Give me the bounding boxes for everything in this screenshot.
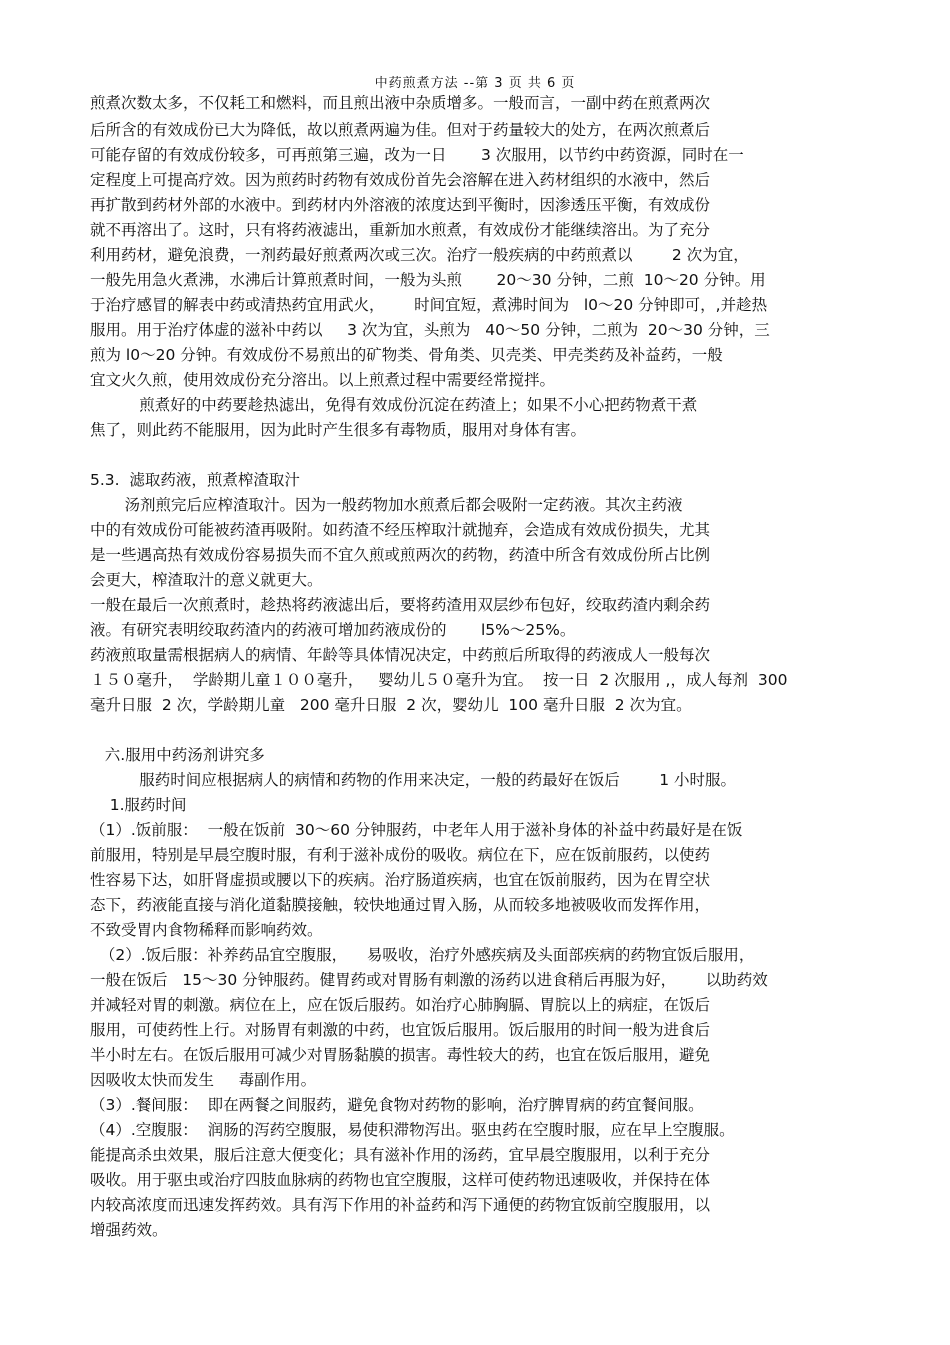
- page-header: 中药煎煮方法 --第 3 页 共 6 页: [374, 76, 576, 91]
- text-line: 不致受胃内食物稀释而影响药效。: [90, 921, 323, 939]
- text-line: 一般先用急火煮沸，水沸后计算煎煮时间，一般为头煎 20～30 分钟，二煎 10～20 分钟。用: [90, 271, 766, 289]
- text-line: 中的有效成份可能被药渣再吸附。如药渣不经压榨取汁就抛弃，会造成有效成份损失，尤其: [90, 521, 711, 539]
- text-line: 能提高杀虫效果，服后注意大便变化；具有滋补作用的汤药，宜早晨空腹服用，以利于充分: [90, 1146, 711, 1164]
- text-line: 一般在最后一次煎煮时，趁热将药液滤出后，要将药渣用双层纱布包好，绞取药渣内剩余药: [90, 596, 711, 614]
- text-line: 就不再溶出了。这时，只有将药液滤出，重新加水煎煮，有效成份才能继续溶出。为了充分: [90, 221, 711, 239]
- text-line: 汤剂煎完后应榨渣取汁。因为一般药物加水煎煮后都会吸附一定药液。其次主药液: [90, 496, 683, 514]
- section-heading: 5.3. 滤取药液，煎煮榨渣取汁: [90, 471, 300, 489]
- text-line: 是一些遇高热有效成份容易损失而不宜久煎或煎两次的药物，药渣中所含有效成份所占比例: [90, 546, 711, 564]
- text-line: 药液煎取量需根据病人的病情、年龄等具体情况决定，中药煎后所取得的药液成人一般每次: [90, 646, 711, 664]
- text-line: 会更大，榨渣取汁的意义就更大。: [90, 571, 323, 589]
- text-line: （4）.空腹服： 润肠的泻药空腹服，易使积滞物泻出。驱虫药在空腹时服，应在早上空腹服。: [90, 1121, 735, 1139]
- text-line: 半小时左右。在饭后服用可减少对胃肠黏膜的损害。毒性较大的药，也宜在饭后服用，避免: [90, 1046, 711, 1064]
- text-line: 可能存留的有效成份较多，可再煎第三遍，改为一日 3 次服用，以节约中药资源，同时在一: [90, 146, 744, 164]
- text-line: （2）.饭后服：补养药品宜空腹服， 易吸收，治疗外感疾病及头面部疾病的药物宜饭后服用，: [90, 946, 755, 964]
- text-line: 再扩散到药材外部的水液中。到药材内外溶液的浓度达到平衡时，因渗透压平衡，有效成份: [90, 196, 711, 214]
- text-line: 内较高浓度而迅速发挥药效。具有泻下作用的补益药和泻下通便的药物宜饭前空腹服用，以: [90, 1196, 711, 1214]
- text-line: 定程度上可提高疗效。因为煎药时药物有效成份首先会溶解在进入药材组织的水液中，然后: [90, 171, 711, 189]
- text-line: 增强药效。: [90, 1221, 168, 1239]
- subheading: 1.服药时间: [90, 796, 187, 814]
- text-line: 吸收。用于驱虫或治疗四肢血脉病的药物也宜空腹服，这样可使药物迅速吸收，并保持在体: [90, 1171, 711, 1189]
- text-line: 毫升日服 2 次，学龄期儿童 200 毫升日服 2 次，婴幼儿 100 毫升日服 2 次为宜。: [90, 696, 692, 714]
- text-line: 煎为 l0～20 分钟。有效成份不易煎出的矿物类、骨角类、贝壳类、甲壳类药及补益药，一般: [90, 346, 723, 364]
- text-line: 因吸收太快而发生 毒副作用。: [90, 1071, 317, 1089]
- section-heading: 六.服用中药汤剂讲究多: [90, 746, 265, 764]
- text-line: 宜文火久煎，使用效成份充分溶出。以上煎煮过程中需要经常搅拌。: [90, 371, 556, 389]
- text-line: 一般在饭后 15～30 分钟服药。健胃药或对胃肠有刺激的汤药以进食稍后再服为好， 以助药效: [90, 971, 768, 989]
- text-line: 煎煮次数太多，不仅耗工和燃料，而且煎出液中杂质增多。一般而言，一副中药在煎煮两次: [90, 94, 711, 112]
- text-line: 前服用，特别是早晨空腹时服，有利于滋补成份的吸收。病位在下，应在饭前服药，以使药: [90, 846, 711, 864]
- text-line: 性容易下达，如肝肾虚损或腰以下的疾病。治疗肠道疾病，也宜在饭前服药，因为在胃空状: [90, 871, 711, 889]
- text-line: 服药时间应根据病人的病情和药物的作用来决定，一般的药最好在饭后 1 小时服。: [90, 771, 736, 789]
- text-line: （3）.餐间服： 即在两餐之间服药，避免食物对药物的影响，治疗脾胃病的药宜餐间服。: [90, 1096, 704, 1114]
- text-line: （1）.饭前服： 一般在饭前 30～60 分钟服药，中老年人用于滋补身体的补益中药最好是在饭: [90, 821, 743, 839]
- text-line: 服用，可使药性上行。对肠胃有刺激的中药，也宜饭后服用。饭后服用的时间一般为进食后: [90, 1021, 711, 1039]
- text-line: 于治疗感冒的解表中药或清热药宜用武火， 时间宜短，煮沸时间为 l0～20 分钟即可，,并趁热: [90, 296, 768, 314]
- text-line: 焦了，则此药不能服用，因为此时产生很多有毒物质，服用对身体有害。: [90, 421, 587, 439]
- text-line: 服用。用于治疗体虚的滋补中药以 3 次为宜，头煎为 40～50 分钟，二煎为 20～30 分钟，三: [90, 321, 770, 339]
- text-line: 利用药材，避免浪费，一剂药最好煎煮两次或三次。治疗一般疾病的中药煎煮以 2 次为宜，: [90, 246, 749, 264]
- text-line: 煎煮好的中药要趁热滤出，免得有效成份沉淀在药渣上；如果不小心把药物煮干煮: [90, 396, 698, 414]
- text-line: 态下，药液能直接与消化道黏膜接触，较快地通过胃入肠，从而较多地被吸收而发挥作用，: [90, 896, 711, 914]
- text-line: 液。有研究表明绞取药渣内的药液可增加药液成份的 l5%～25%。: [90, 621, 576, 639]
- text-line: １５０毫升， 学龄期儿童１００毫升， 婴幼儿５０毫升为宜。 按一日 2 次服用 ,，成人每剂 300: [90, 671, 788, 689]
- text-line: 并减轻对胃的刺激。病位在上，应在饭后服药。如治疗心肺胸膈、胃脘以上的病症，在饭后: [90, 996, 711, 1014]
- text-line: 后所含的有效成份已大为降低，故以煎煮两遍为佳。但对于药量较大的处方，在两次煎煮后: [90, 121, 711, 139]
